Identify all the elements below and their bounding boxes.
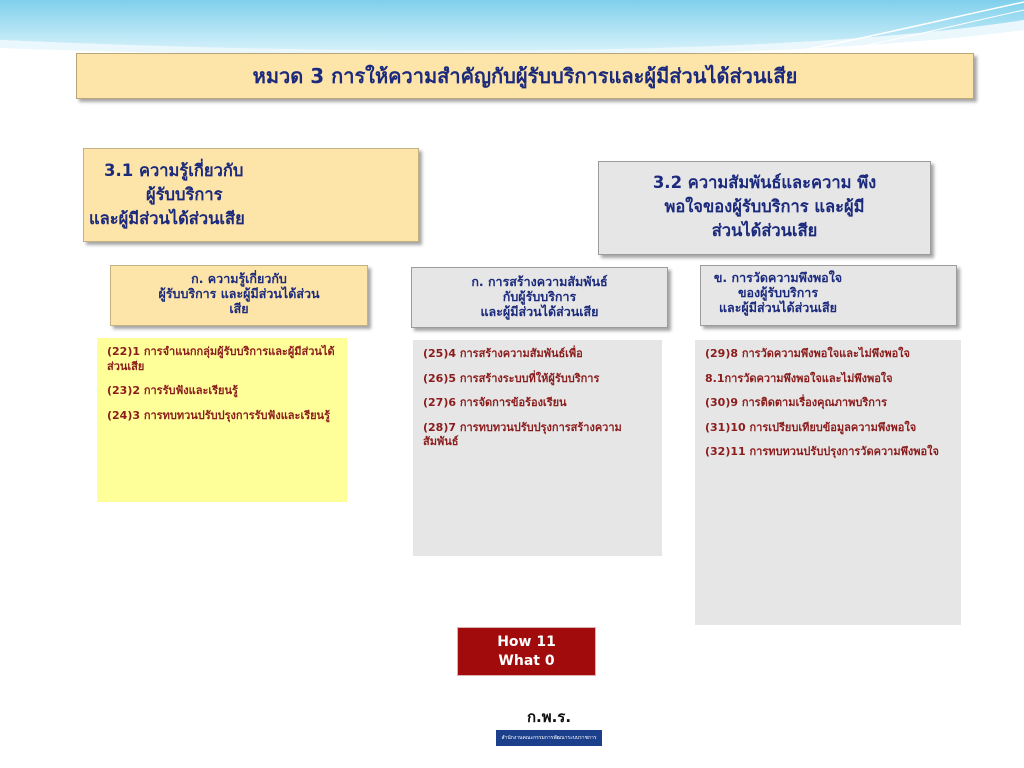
list-item: (26)5 การสร้างระบบที่ให้ผู้รับบริการ (423, 371, 600, 385)
header-wave-decoration (0, 0, 1024, 60)
items-list-knowledge (97, 338, 347, 502)
list-item: (31)10 การเปรียบเทียบข้อมูลความพึงพอใจ (705, 420, 917, 434)
opdc-logo (496, 704, 602, 746)
subsection-a-knowledge-line-2: ผู้รับบริการ และผู้มีส่วนได้ส่วน (158, 286, 320, 301)
how-what-summary-box (457, 627, 596, 676)
list-item: (32)11 การทบทวนปรับปรุงการวัดความพึงพอใจ (705, 445, 939, 458)
list-item: (22)1 การจำแนกกลุ่มผู้รับบริการและผู้มีส่วนได้ส่วนเสีย (107, 345, 335, 373)
items-list-satisfaction (695, 340, 961, 625)
subsection-b-satisfaction-line-3: และผู้มีส่วนได้ส่วนเสีย (718, 300, 837, 315)
list-item: (23)2 การรับฟังและเรียนรู้ (107, 384, 238, 397)
title-banner (76, 53, 974, 99)
list-item: (28)7 การทบทวนปรับปรุงการสร้างความสัมพันธ์ (423, 420, 622, 448)
items-list-relationship (413, 340, 662, 556)
subsection-b-satisfaction-label (672, 270, 884, 315)
list-item: (27)6 การจัดการข้อร้องเรียน (423, 396, 567, 409)
list-item: (24)3 การทบทวนปรับปรุงการรับฟังและเรียนรู้ (107, 408, 330, 422)
list-item: (25)4 การสร้างความสัมพันธ์เพื่อ (423, 347, 583, 360)
list-item: 8.1การวัดความพึงพอใจและไม่พึงพอใจ (705, 371, 893, 385)
section-3-1-box (83, 148, 419, 242)
section-3-1-line-3: และผู้มีส่วนได้ส่วนเสีย (89, 209, 245, 228)
how-count: How 11 (497, 633, 556, 650)
list-item: (29)8 การวัดความพึงพอใจและไม่พึงพอใจ (705, 347, 910, 360)
logo-name: ก.พ.ร. (496, 704, 602, 730)
page-title: หมวด 3 การให้ความสำคัญกับผู้รับบริการและผู้มีส่วนได้ส่วนเสีย (252, 64, 798, 88)
section-3-2-box (598, 161, 931, 255)
section-3-2-line-2: พอใจของผู้รับบริการ และผู้มี (664, 197, 865, 216)
what-count: What 0 (498, 652, 555, 669)
section-3-1-line-2: ผู้รับบริการ (146, 185, 223, 204)
subsection-a-relationship-line-2: กับผู้รับบริการ (502, 289, 577, 304)
subsection-a-relationship-line-3: และผู้มีส่วนได้ส่วนเสีย (480, 304, 599, 319)
subsection-a-relationship-line-1: ก. การสร้างความสัมพันธ์ (471, 274, 608, 289)
subsection-a-knowledge-line-1: ก. ความรู้เกี่ยวกับ (191, 271, 287, 286)
subsection-a-knowledge-box (110, 265, 368, 326)
logo-subtitle: สำนักงานคณะกรรมการพัฒนาระบบราชการ (496, 730, 602, 746)
subsection-b-satisfaction-line-2: ของผู้รับบริการ (737, 285, 819, 300)
section-3-1-line-1: 3.1 ความรู้เกี่ยวกับ (104, 161, 244, 180)
subsection-a-relationship-box (411, 267, 668, 328)
subsection-b-satisfaction-line-1: ข. การวัดความพึงพอใจ (713, 270, 843, 285)
section-3-2-line-3: ส่วนได้ส่วนเสีย (711, 221, 818, 240)
subsection-a-knowledge-line-3: เสีย (229, 301, 249, 316)
section-3-2-line-1: 3.2 ความสัมพันธ์และความ พึง (652, 173, 877, 192)
list-item: (30)9 การติดตามเรื่องคุณภาพบริการ (705, 396, 887, 409)
